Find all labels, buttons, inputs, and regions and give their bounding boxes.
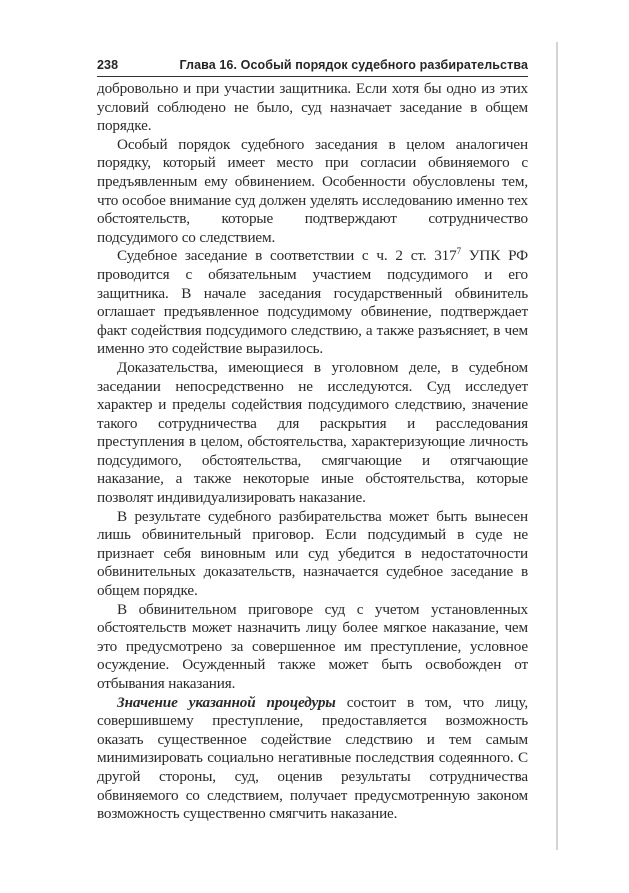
body-text xyxy=(97,80,528,824)
paragraph-court-session-text-before: Судебное заседание в соответствии с ч. 2 ст. 317 xyxy=(117,247,457,265)
emphasis-significance: Значение указанной процедуры xyxy=(117,693,336,711)
book-page xyxy=(97,58,528,824)
paragraph-significance-text: состоит в том, что лицу, совершившему преступление, предоставляется возможность оказать существенное содействие следствию и тем самым минимизировать социально негативные последствия содеянного. С другой стороны, суд, оценив результаты сотрудничества обвиняемого со следствием, получает предусмотренную законом возможность существенно смягчить наказание. xyxy=(97,693,528,823)
paragraph-continuation: добровольно и при участии защитника. Если хотя бы одно из этих условий соблюдено не было, суд назначает заседание в общем порядке. xyxy=(97,80,528,135)
chapter-title: Глава 16. Особый порядок судебного разбирательства xyxy=(179,58,528,72)
paragraph-verdict: В результате судебного разбирательства может быть вынесен лишь обвинительный приговор. Если подсудимый в суде не признает себя виновным или суд убедится в недостаточности обвинительных доказательств, назначается судебное заседание в общем порядке. xyxy=(97,507,528,600)
paragraph-special-procedure: Особый порядок судебного заседания в целом аналогичен порядку, который имеет место при согласии обвиняемого с предъявленным ему обвинением. Особенности обусловлены тем, что особое внимание суд должен уделять исследованию именно тех обстоятельств, которые подтверждают сотрудничество подсудимого со следствием. xyxy=(97,135,528,246)
paragraph-court-session-text-after: УПК РФ проводится с обязательным участием подсудимого и его защитника. В начале заседания государственный обвинитель оглашает предъявленное подсудимому обвинение, подтверждает факт содействия подсудимого следствию, а также разъясняет, в чем именно это содействие выразилось. xyxy=(97,247,528,358)
paragraph-court-session xyxy=(97,247,528,359)
running-header xyxy=(97,58,528,77)
page-number: 238 xyxy=(97,58,119,72)
paragraph-sentence: В обвинительном приговоре суд с учетом установленных обстоятельств может назначить лицу более мягкое наказание, чем это предусмотрено за совершенное им преступление, условное осуждение. Осужденный также может быть освобожден от отбывания наказания. xyxy=(97,600,528,692)
paragraph-evidence: Доказательства, имеющиеся в уголовном деле, в судебном заседании непосредственно не исследуются. Суд исследует характер и пределы содействия подсудимого следствию, значение такого сотрудничества для раскрытия и расследования преступления в целом, обстоятельства, характеризующие личность подсудимого, обстоятельства, смягчающие и отягчающие наказание, а также некоторые иные обстоятельства, которые позволят индивидуализировать наказание. xyxy=(97,358,528,507)
article-superscript: 7 xyxy=(456,246,461,257)
page-edge-shadow xyxy=(556,42,558,850)
paragraph-significance xyxy=(97,694,528,824)
